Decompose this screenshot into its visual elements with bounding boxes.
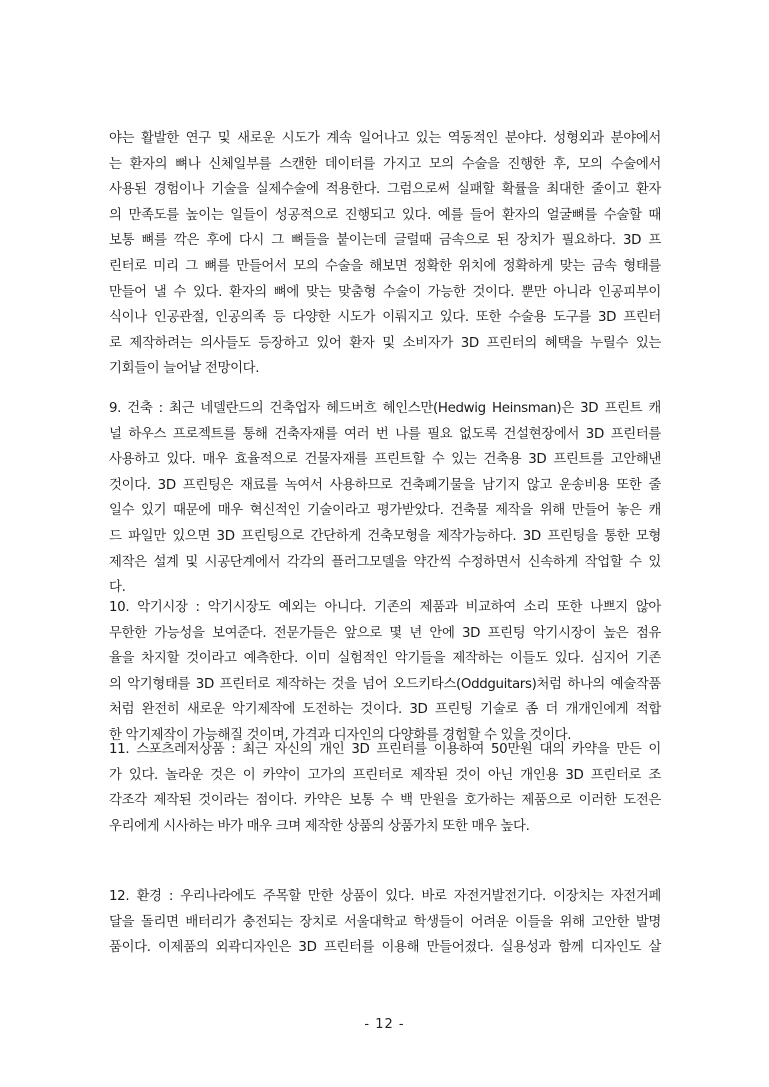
paragraph-medical xyxy=(109,126,661,382)
text-line: 처럼 완전히 새로운 악기제작에 도전하는 것이다. 3D 프린팅 기술로 좀 더 개개인에게 적합 xyxy=(109,702,661,718)
paragraph-architecture xyxy=(109,396,661,601)
text-line: 린터로 미리 그 뼈를 만들어서 모의 수술을 해보면 정확한 위치에 정확하게 맞는 금속 형태를 xyxy=(109,258,661,274)
text-line: 무한한 가능성을 보여준다. 전문가들은 앞으로 몇 년 안에 3D 프린팅 악기시장이 높은 점유 xyxy=(109,625,661,641)
text-line: 야는 활발한 연구 및 새로운 시도가 계속 일어나고 있는 역동적인 분야다. 성형외과 분야에서 xyxy=(109,131,661,146)
text-line: 각조각 제작된 것이라는 점이다. 카약은 보통 수 백 만원을 호가하는 제품으로 이러한 도전은 xyxy=(109,793,661,809)
text-line: 보통 뼈를 깍은 후에 다시 그 뼈들을 붙이는데 글럴때 금속으로 된 장치가 필요하다. 3D 프 xyxy=(109,233,661,249)
text-line: 9. 건축 : 최근 네델란드의 건축업자 헤드버흐 헤인스만(Hedwig Heinsman)은 3D 프린트 캐 xyxy=(109,401,661,416)
text-line: 의 만족도를 높이는 일들이 성공적으로 진행되고 있다. 예를 들어 환자의 얼굴뼈를 수술할 때 xyxy=(109,207,661,223)
text-line: 일수 있기 때문에 매우 혁신적인 기술이라고 평가받았다. 건축물 제작을 위해 만들어 놓은 캐 xyxy=(109,503,661,519)
text-line: 널 하우스 프로젝트를 통해 건축자재를 여러 번 나를 필요 없도록 건설현장에서 3D 프린터를 xyxy=(109,426,661,442)
text-line: 율을 차지할 것이라고 예측한다. 이미 실험적인 악기들을 제작하는 이들도 있다. 심지어 기존 xyxy=(109,651,661,667)
text-line: 달을 돌리면 배터리가 충전되는 장치로 서울대학교 학생들이 어려운 이들을 위해 고안한 발명 xyxy=(109,914,661,930)
text-line: 사용된 경험이나 기술을 실제수술에 적용한다. 그럼으로써 실패할 확률을 최대한 줄이고 환자 xyxy=(109,182,661,198)
text-line: 한 악기제작이 가능해질 것이며, 가격과 디자인의 다양화를 경험할 수 있을 것이다. xyxy=(109,727,572,743)
text-line: 11. 스포츠레저상품 : 최근 자신의 개인 3D 프린터를 이용하여 50만원 대의 카약을 만든 이 xyxy=(109,742,661,757)
text-line: 로 제작하려는 의사들도 등장하고 있어 환자 및 소비자가 3D 프린터의 혜택을 누릴수 있는 xyxy=(109,335,661,351)
text-line: 식이나 인공관절, 인공의족 등 다양한 시도가 이뤄지고 있다. 또한 수술용 도구를 3D 프린터 xyxy=(109,310,661,326)
text-line: 다. xyxy=(109,580,126,596)
text-line: 만들어 낼 수 있다. 환자의 뼈에 맞는 맞춤형 수술이 가능한 것이다. 뿐만 아니라 인공피부이 xyxy=(109,284,661,300)
text-line: 12. 환경 : 우리나라에도 주목할 만한 상품이 있다. 바로 자전거발전기다. 이장치는 자전거페 xyxy=(109,889,661,904)
text-line: 의 악기형태를 3D 프린터로 제작하는 것을 넘어 오드키타스(Oddguitars)처럼 하나의 예술작품 xyxy=(109,676,661,692)
text-line: 우리에게 시사하는 바가 매우 크며 제작한 상품의 상품가치 또한 매우 높다. xyxy=(109,818,530,834)
paragraph-sports-leisure xyxy=(109,737,661,839)
text-line: 는 환자의 뼈나 신체일부를 스캔한 데이터를 가지고 모의 수술을 진행한 후, 모의 수술에서 xyxy=(109,156,661,172)
paragraph-environment xyxy=(109,884,661,961)
text-line: 제작은 설계 및 시공단계에서 각각의 플러그모델을 약간씩 수정하면서 신속하게 작업할 수 있 xyxy=(109,554,661,570)
page-number: - 12 - xyxy=(364,1017,405,1032)
text-line: 것이다. 3D 프린팅은 재료를 녹여서 사용하므로 건축폐기물을 남기지 않고 운송비용 또한 줄 xyxy=(109,477,661,493)
text-line: 사용하고 있다. 매우 효율적으로 건물자재를 프린트할 수 있는 건축용 3D 프린트를 고안해낸 xyxy=(109,452,661,468)
text-line: 기회들이 늘어날 전망이다. xyxy=(109,361,260,377)
text-line: 10. 악기시장 : 악기시장도 예외는 아니다. 기존의 제품과 비교하여 소리 또한 나쁘지 않아 xyxy=(109,600,661,615)
text-line: 품이다. 이제품의 외곽디자인은 3D 프린터를 이용해 만들어졌다. 실용성과 함께 디자인도 살 xyxy=(109,940,661,956)
text-line: 드 파일만 있으면 3D 프린팅으로 간단하게 건축모형을 제작가능하다. 3D 프린팅을 통한 모형 xyxy=(109,528,661,544)
paragraph-instruments xyxy=(109,595,661,749)
text-line: 가 있다. 놀라운 것은 이 카약이 고가의 프린터로 제작된 것이 아닌 개인용 3D 프린터로 조 xyxy=(109,767,661,783)
